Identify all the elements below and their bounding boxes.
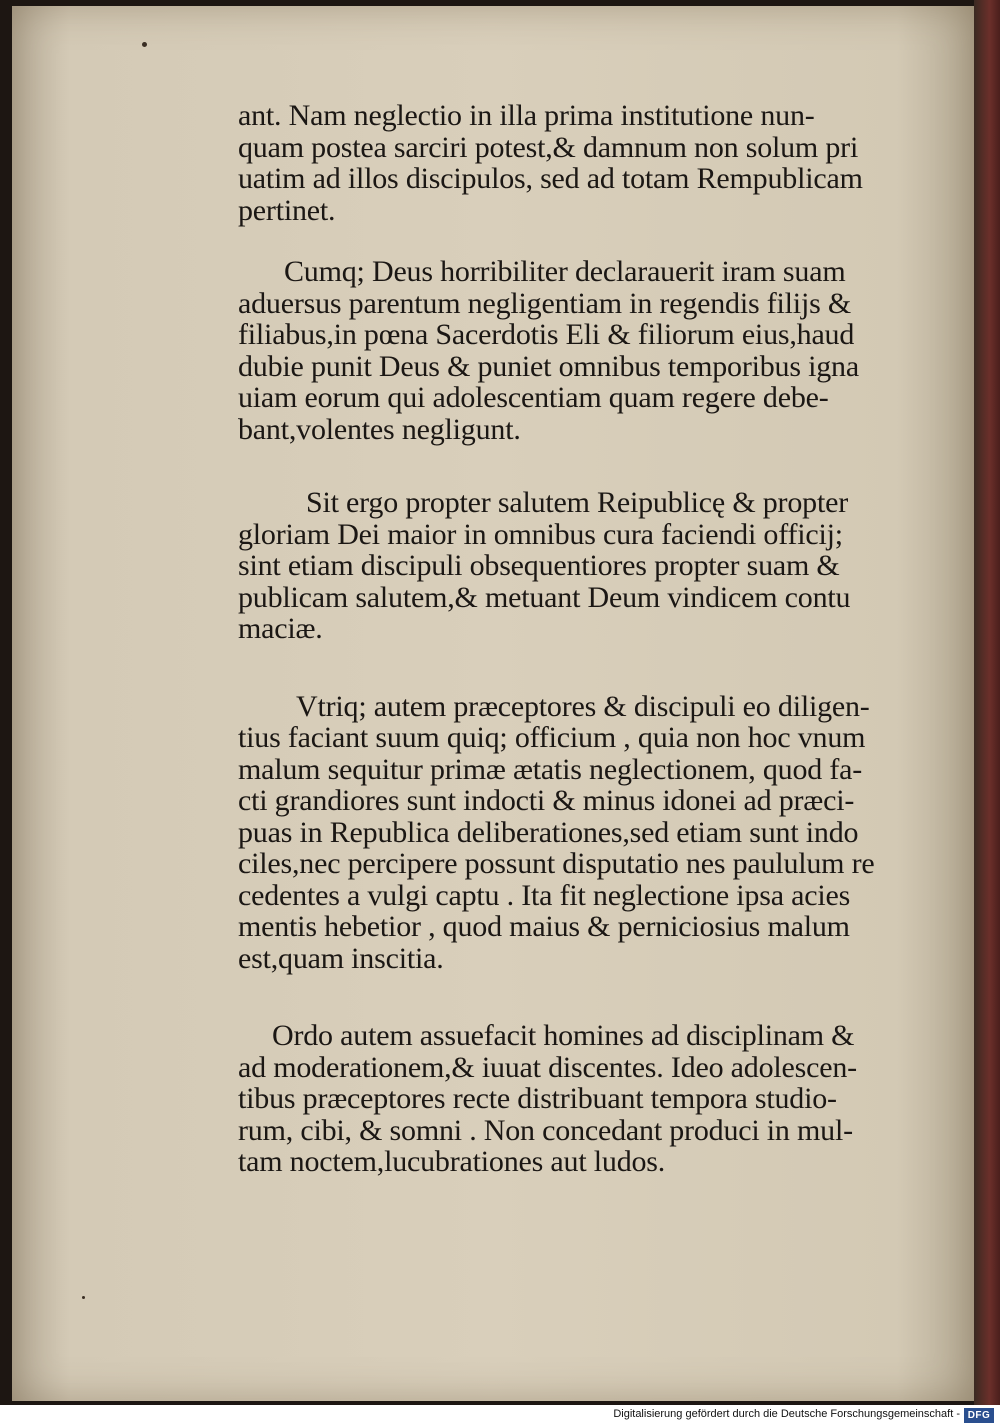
paragraph-2 <box>238 256 918 445</box>
text-line: malum sequitur primæ ætatis neglectionem, quod fa- <box>238 752 863 786</box>
text-block <box>238 100 918 1178</box>
text-line: uiam eorum qui adolescentiam quam regere debe- <box>238 381 829 414</box>
text-line: pertinet. <box>238 193 336 227</box>
paper-speck <box>142 42 147 47</box>
text-line: Ordo autem assuefacit homines ad disciplinam & <box>272 1019 855 1052</box>
digitization-footer <box>0 1405 1000 1427</box>
text-line: Vtriq; autem præceptores & discipuli eo diligen- <box>296 689 870 723</box>
paper-speck <box>82 1296 85 1299</box>
text-line: cedentes a vulgi captu . Ita fit neglectione ipsa acies <box>238 878 851 912</box>
text-line: est,quam inscitia. <box>238 941 444 975</box>
text-line: rum, cibi, & somni . Non concedant produci in mul- <box>238 1113 853 1147</box>
text-line: Sit ergo propter salutem Reipublicę & propter <box>306 486 848 519</box>
text-line: puas in Republica deliberationes,sed etiam sunt indo <box>238 815 859 849</box>
text-line: filiabus,in pœna Sacerdotis Eli & filiorum eius,haud <box>238 318 855 351</box>
text-line: gloriam Dei maior in omnibus cura faciendi officij; <box>238 517 843 551</box>
text-line: tibus præceptores recte distribuant tempora studio- <box>238 1082 837 1115</box>
text-line: ciles,nec percipere possunt disputatio nes paululum re <box>238 847 875 880</box>
text-line: tius faciant suum quiq; officium , quia non hoc vnum <box>238 721 866 754</box>
text-line: mentis hebetior , quod maius & perniciosius malum <box>238 910 850 943</box>
text-line: cti grandiores sunt indocti & minus idonei ad præci- <box>238 784 855 817</box>
text-line: ad moderationem,& iuuat discentes. Ideo adolescen- <box>238 1050 857 1084</box>
paragraph-3 <box>238 487 918 645</box>
text-line: dubie punit Deus & puniet omnibus temporibus igna <box>238 349 859 383</box>
text-line: Cumq; Deus horribiliter declarauerit iram suam <box>284 255 846 288</box>
text-line: maciæ. <box>238 612 323 645</box>
dfg-logo-icon: DFG <box>964 1408 994 1423</box>
text-line: publicam salutem,& metuant Deum vindicem contu <box>238 580 851 614</box>
paragraph-4 <box>238 691 918 975</box>
text-line: ant. Nam neglectio in illa prima institutione nun- <box>238 99 815 132</box>
text-line: uatim ad illos discipulos, sed ad totam Rempublicam <box>238 162 863 195</box>
book-binding-edge <box>974 0 1000 1405</box>
paragraph-1 <box>238 100 918 226</box>
text-line: aduersus parentum negligentiam in regendis filijs & <box>238 286 851 320</box>
text-line: tam noctem,lucubrationes aut ludos. <box>238 1145 666 1178</box>
paragraph-5 <box>238 1020 918 1178</box>
funding-credit: Digitalisierung gefördert durch die Deutsche Forschungsgemeinschaft - <box>613 1408 960 1420</box>
text-line: bant,volentes negligunt. <box>238 412 521 446</box>
text-line: sint etiam discipuli obsequentiores propter suam & <box>238 549 840 582</box>
text-line: quam postea sarciri potest,& damnum non solum pri <box>238 130 859 164</box>
